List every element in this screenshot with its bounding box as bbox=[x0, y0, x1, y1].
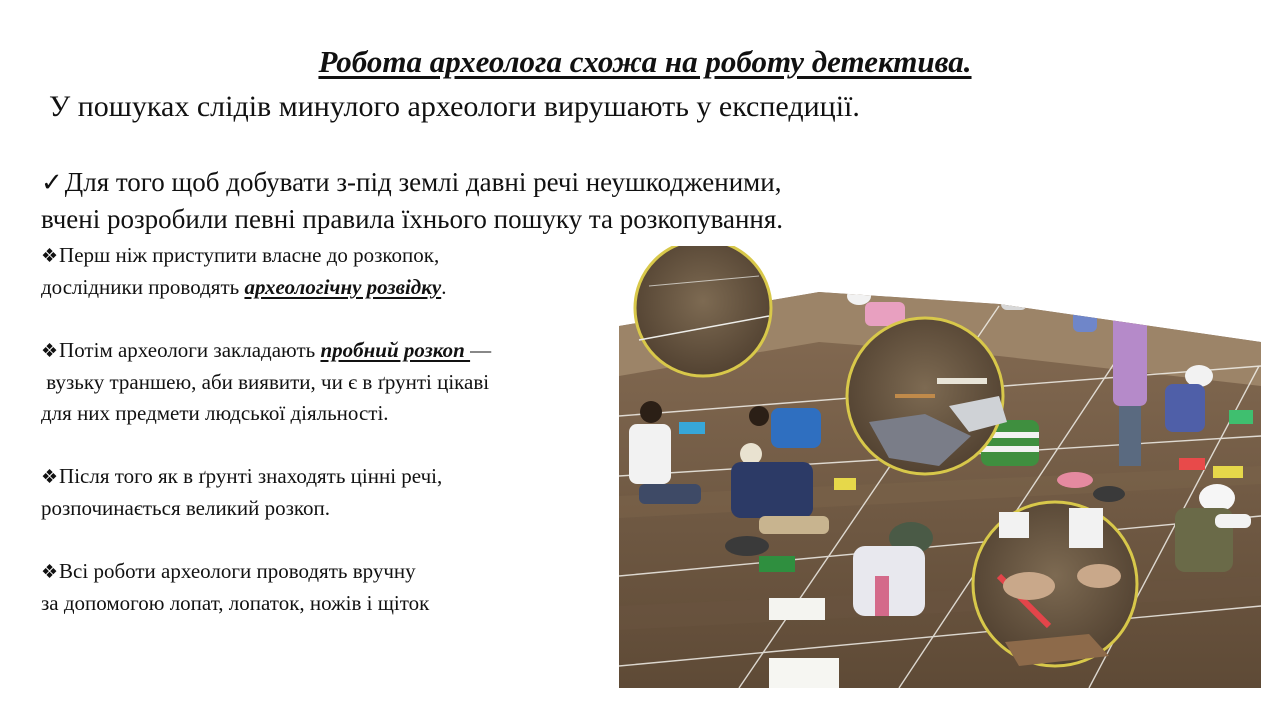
term-test-pit: пробний розкоп bbox=[320, 338, 471, 362]
bullet-text: Після того як в ґрунті знаходять цінні речі, bbox=[59, 464, 443, 488]
bullet-item bbox=[41, 335, 491, 429]
diamond-bullet-icon: ❖ bbox=[41, 467, 59, 488]
lead-text-1: Для того щоб добувати з-під землі давні речі неушкодженими, bbox=[64, 167, 782, 197]
lead-line-1 bbox=[41, 164, 783, 201]
diamond-bullet-icon: ❖ bbox=[41, 562, 59, 583]
bullet-text: — bbox=[470, 338, 492, 362]
check-icon: ✓ bbox=[41, 168, 63, 197]
bullet-item bbox=[41, 461, 491, 524]
bullet-item bbox=[41, 556, 491, 619]
lead-paragraph bbox=[41, 164, 783, 237]
bullet-list bbox=[41, 240, 491, 651]
bullet-text: Потім археологи закладають bbox=[59, 338, 321, 362]
term-archaeological-survey: археологічну розвідку bbox=[244, 275, 442, 299]
bullet-text: Перш ніж приступити власне до розкопок, bbox=[59, 243, 440, 267]
bullet-text: Всі роботи археологи проводять вручну bbox=[59, 559, 416, 583]
lead-line-2: вчені розробили певні правила їхнього пошуку та розкопування. bbox=[41, 204, 784, 234]
excavation-photo bbox=[619, 246, 1261, 688]
diamond-bullet-icon: ❖ bbox=[41, 246, 59, 267]
bullet-item bbox=[41, 240, 491, 303]
bullet-text: вузьку траншею, аби виявити, чи є в ґрунті цікаві bbox=[41, 370, 490, 394]
page-title: Робота археолога схожа на роботу детектива. bbox=[318, 44, 972, 79]
page-subtitle: У пошуках слідів минулого археологи вирушають у експедиції. bbox=[49, 90, 860, 123]
bullet-text: за допомогою лопат, лопаток, ножів і щіток bbox=[41, 591, 430, 615]
bullet-text: розпочинається великий розкоп. bbox=[41, 496, 331, 520]
diamond-bullet-icon: ❖ bbox=[41, 341, 59, 362]
bullet-text: дослідники проводять bbox=[41, 275, 245, 299]
bullet-text: . bbox=[441, 275, 447, 299]
bullet-text: для них предмети людської діяльності. bbox=[41, 401, 389, 425]
